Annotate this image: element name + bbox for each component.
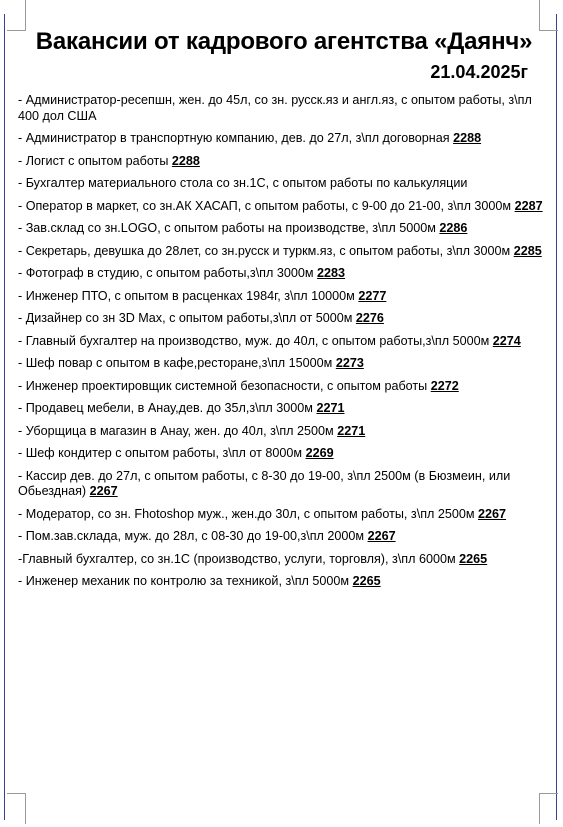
vacancy-item (18, 574, 550, 590)
vacancy-text: - Шеф кондитер с опытом работы, з\пл от 8000м (18, 446, 306, 460)
vacancy-item (18, 93, 550, 124)
vacancy-item (18, 334, 550, 350)
vacancy-code: 2288 (171, 153, 200, 168)
vacancy-code: 2288 (453, 131, 482, 145)
vacancy-text: - Дизайнер со зн 3D Max, с опытом работы,з\пл от 5000м (18, 311, 356, 325)
vacancy-item (18, 266, 550, 282)
vacancy-code: 2265 (459, 551, 488, 566)
vacancy-code: 2276 (355, 311, 384, 325)
vacancy-item (18, 379, 550, 395)
vacancy-item (18, 469, 550, 500)
corner-mark-top-right (539, 0, 558, 31)
vacancy-item (18, 424, 550, 440)
vacancy-text: - Продавец мебели, в Анау,дев. до 35л,з\пл 3000м (18, 401, 317, 415)
vacancy-text: - Бухгалтер материального стола со зн.1С, с опытом работы по калькуляции (18, 176, 468, 190)
document-date: 21.04.2025г (430, 62, 528, 82)
vacancy-code: 2265 (352, 574, 381, 588)
vacancy-code: 2274 (492, 333, 521, 348)
vacancy-code: 2283 (317, 266, 346, 280)
vacancy-item (18, 446, 550, 462)
vacancy-text: - Пом.зав.склада, муж. до 28л, с 08-30 до 19-00,з\пл 2000м (18, 529, 368, 543)
vacancy-item (18, 507, 550, 523)
vacancy-text: - Инженер проектировщик системной безопасности, с опытом работы (18, 378, 431, 393)
vacancy-item (18, 529, 550, 545)
vacancy-text: -Главный бухгалтер, со зн.1С (производство, услуги, торговля), з\пл 6000м (18, 551, 460, 566)
vacancy-item (18, 356, 550, 372)
vacancy-text: - Главный бухгалтер на производство, муж. до 40л, с опытом работы,з\пл 5000м (18, 333, 493, 348)
vacancy-text: - Секретарь, девушка до 28лет, со зн.русск и туркм.яз, с опытом работы, з\пл 3000м (18, 243, 514, 258)
vacancy-item (18, 401, 550, 417)
vacancy-text: - Модератор, со зн. Fhotoshop муж., жен.до 30л, с опытом работы, з\пл 2500м (18, 506, 479, 521)
vacancy-text: - Фотограф в студию, с опытом работы,з\пл 3000м (18, 266, 318, 280)
vacancy-code: 2272 (430, 378, 459, 393)
vacancy-code: 2271 (337, 423, 366, 438)
vacancy-list (18, 93, 550, 590)
vacancy-item (18, 244, 550, 260)
vacancy-code: 2277 (358, 288, 387, 303)
vacancy-code: 2286 (439, 221, 468, 235)
vacancy-code: 2267 (478, 506, 507, 521)
corner-mark-bottom-left (7, 793, 26, 824)
vacancy-text: - Оператор в маркет, со зн.АК ХАСАП, с опытом работы, с 9-00 до 21-00, з\пл 3000м (18, 198, 515, 213)
vacancy-code: 2271 (316, 401, 345, 415)
vacancy-text: - Кассир дев. до 27л, с опытом работы, с 8-30 до 19-00, з\пл 2500м (в Бюзмеин, или Обьездная) (18, 468, 511, 498)
vacancy-text: - Инженер механик по контролю за техникой, з\пл 5000м (18, 574, 353, 588)
vacancy-item (18, 131, 550, 147)
vacancy-text: - Администратор в транспортную компанию, дев. до 27л, з\пл договорная (18, 131, 454, 145)
vacancy-code: 2285 (513, 243, 542, 258)
document-content (18, 28, 550, 597)
corner-mark-top-left (7, 0, 26, 31)
corner-mark-bottom-right (539, 793, 558, 824)
vacancy-text: - Уборщица в магазин в Анау, жен. до 40л, з\пл 2500м (18, 423, 338, 438)
vacancy-text: - Логист с опытом работы (18, 153, 172, 168)
vacancy-text: - Администратор-ресепшн, жен. до 45л, со зн. русск.яз и англ.яз, с опытом работы, з\пл 400 дол США (18, 93, 532, 123)
vacancy-item (18, 289, 550, 305)
document-title: Вакансии от кадрового агентства «Даянч» (35, 28, 533, 55)
vacancy-text: - Зав.склад со зн.LOGO, с опытом работы на производстве, з\пл 5000м (18, 221, 440, 235)
vacancy-code: 2273 (335, 356, 364, 370)
vacancy-item (18, 221, 550, 237)
vacancy-code: 2267 (89, 484, 118, 498)
vacancy-text: - Шеф повар с опытом в кафе,ресторане,з\пл 15000м (18, 356, 336, 370)
vacancy-item (18, 311, 550, 327)
vacancy-code: 2267 (367, 529, 396, 543)
vacancy-code: 2269 (305, 446, 334, 460)
vacancy-item (18, 154, 550, 170)
vacancy-item (18, 199, 550, 215)
vacancy-item (18, 552, 550, 568)
vacancy-item (18, 176, 550, 192)
vacancy-code: 2287 (514, 198, 543, 213)
vacancy-text: - Инженер ПТО, с опытом в расценках 1984г, з\пл 10000м (18, 288, 359, 303)
